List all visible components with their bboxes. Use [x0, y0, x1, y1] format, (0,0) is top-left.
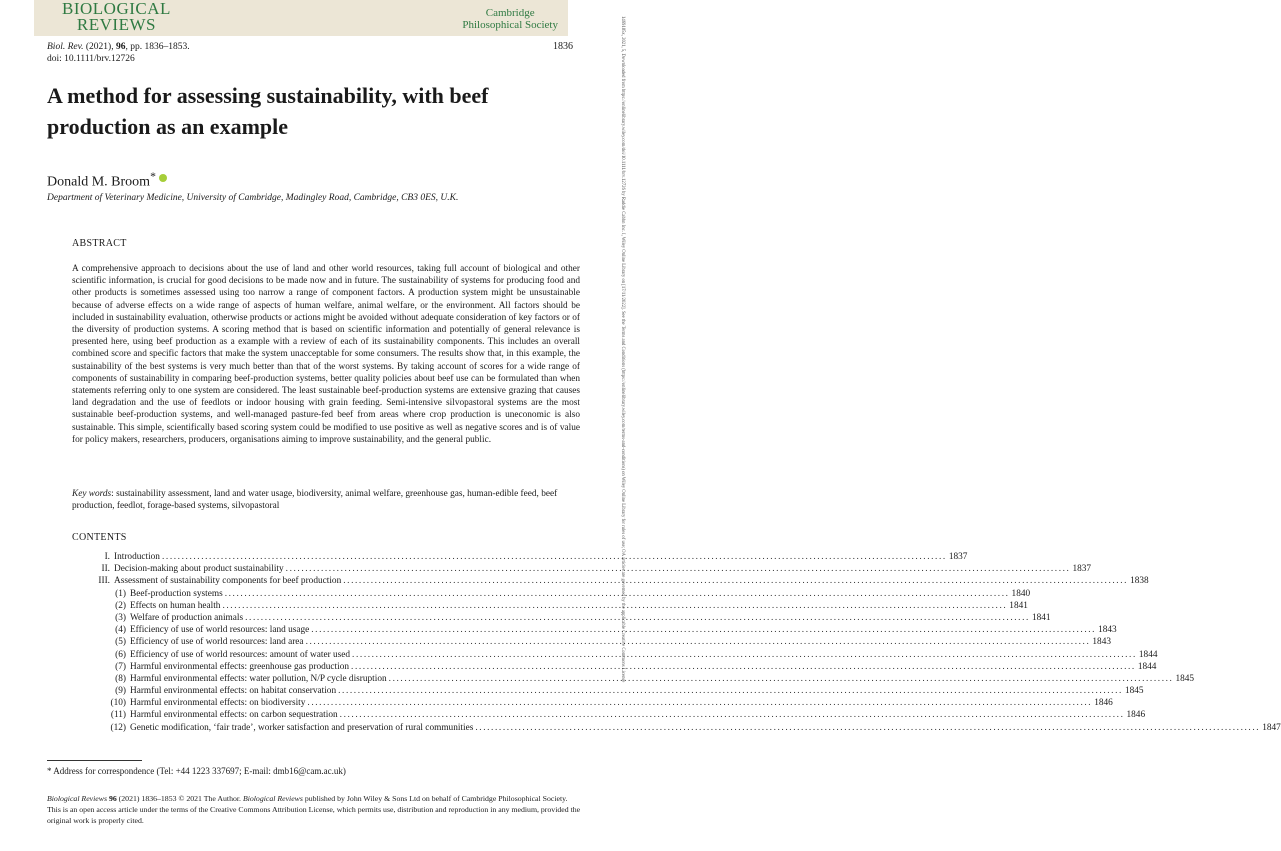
author-name[interactable]: Donald M. Broom: [47, 174, 151, 190]
toc-entry-number: (9): [115, 686, 126, 697]
toc-entry-title[interactable]: Effects on human health: [130, 600, 221, 611]
license-text3: This is an open access article under the terms of the Creative Commons Attribution License, which permits use, distribution and reproduction in any medium, provided the original work is properly cited.: [47, 805, 581, 825]
toc-entry[interactable]: [60, 685, 1144, 697]
toc-leader-dots: ........................................................................................................................................................................................................: [343, 576, 1129, 587]
license-journal: Biological Reviews: [47, 794, 107, 803]
toc-entry-page: 1845: [1124, 686, 1144, 697]
toc-leader-dots: ........................................................................................................................................................................................................: [311, 625, 1097, 636]
toc-entry-page: 1843: [1098, 625, 1117, 636]
toc-leader-dots: ........................................................................................................................................................................................................: [161, 552, 947, 562]
toc-entry-page: 1837: [1072, 564, 1092, 575]
toc-entry-title[interactable]: Beef-production systems: [130, 588, 223, 599]
toc-entry-number: (10): [110, 698, 126, 709]
citation-pages: , pp. 1836–1853.: [125, 42, 190, 52]
toc-entry-page: 1841: [1009, 600, 1028, 611]
toc-entry-page: 1837: [948, 552, 968, 562]
journal-abbrev: Biol. Rev.: [47, 42, 84, 52]
keywords-label: Key words: [72, 489, 112, 499]
page-number: 1836: [553, 41, 573, 52]
toc-entry-title[interactable]: Harmful environmental effects: on biodiversity: [130, 698, 306, 709]
license-journal2: Biological Reviews: [242, 794, 303, 803]
toc-entry[interactable]: [60, 551, 968, 563]
toc-entry[interactable]: [60, 722, 1281, 734]
toc-leader-dots: ........................................................................................................................................................................................................: [222, 600, 1008, 611]
toc-entry[interactable]: [60, 600, 1028, 612]
toc-entry-number: I.: [104, 552, 110, 562]
toc-entry-page: 1846: [1094, 698, 1113, 709]
citation: [47, 41, 190, 65]
toc-entry-page: 1844: [1137, 661, 1157, 672]
citation-year: (2021),: [85, 42, 114, 52]
toc-entry-page: 1840: [1011, 588, 1031, 599]
toc-entry-title[interactable]: Assessment of sustainability components for beef production: [114, 576, 342, 587]
toc-leader-dots: ........................................................................................................................................................................................................: [245, 612, 1030, 623]
toc-entry-number: III.: [98, 576, 110, 587]
toc-leader-dots: ........................................................................................................................................................................................................: [339, 710, 1125, 721]
citation-volume: 96: [115, 42, 126, 52]
toc-entry-title[interactable]: Welfare of production animals: [130, 612, 244, 623]
orcid-icon[interactable]: [159, 174, 167, 182]
society-name-line2: Philosophical Society: [462, 19, 558, 31]
doi[interactable]: doi: 10.1111/brv.12726: [47, 54, 135, 64]
author-asterisk: *: [150, 170, 156, 183]
toc-entry-page: 1844: [1138, 649, 1158, 660]
toc-leader-dots: ........................................................................................................................................................................................................: [352, 649, 1137, 660]
toc-entry-title[interactable]: Decision-making about product sustainability: [114, 564, 284, 575]
journal-name-line1: BIOLOGICAL: [62, 0, 171, 18]
toc-entry-title[interactable]: Harmful environmental effects: on habitat conservation: [130, 686, 337, 697]
toc-entry[interactable]: [60, 649, 1158, 661]
toc-entry-number: (1): [115, 588, 126, 599]
toc-entry-number: (4): [115, 625, 126, 636]
toc-leader-dots: ........................................................................................................................................................................................................: [388, 673, 1174, 684]
footnote-rule: [47, 760, 142, 761]
toc-entry[interactable]: [60, 624, 1117, 636]
table-of-contents: [60, 551, 1281, 734]
toc-leader-dots: ........................................................................................................................................................................................................: [307, 698, 1093, 709]
toc-entry-title[interactable]: Introduction: [114, 552, 160, 562]
toc-entry-title[interactable]: Efficiency of use of world resources: land area: [130, 637, 304, 648]
toc-entry[interactable]: [60, 612, 1051, 624]
toc-entry[interactable]: [60, 709, 1146, 721]
toc-entry-number: (3): [115, 612, 126, 623]
toc-entry-title[interactable]: Genetic modification, ‘fair trade’, worker satisfaction and preservation of rural communities: [130, 722, 474, 733]
toc-entry[interactable]: [60, 673, 1195, 685]
toc-leader-dots: ........................................................................................................................................................................................................: [285, 564, 1071, 575]
society-name-line1: Cambridge: [485, 7, 535, 19]
journal-banner: [34, 0, 568, 36]
license-text1: (2021) 1836–1853 © 2021 The Author.: [116, 794, 243, 803]
toc-leader-dots: ........................................................................................................................................................................................................: [351, 661, 1136, 672]
toc-entry-page: 1838: [1130, 576, 1149, 587]
abstract-text: A comprehensive approach to decisions about the use of land and other world resources, taking full account of biological and other scientific information, is crucial for good decisions to be made now and in future. The sustainability of systems for producing food and other products is sometimes assessed using too narrow a range of component factors. A production system might be unsustainable because of adverse effects on a wide range of aspects of human welfare, animal welfare, or the environment. All factors should be included in sustainability evaluation, otherwise products or actions might be avoided without adequate consideration of key factors or of the diversity of production systems. A scoring method that is based on scientific information and potentially of general relevance is presented here, using beef production as a example with a review of each of its sustainability components. This includes an overall combined score and specific factors that make the system unacceptable for some consumers. The results show that, in this example, the sustainability of the best systems is very much better than that of the worst systems. By taking account of scores for a wide range of components of sustainability in comparing beef-production systems, better quality policies about beef use can be formulated than when statements referring only to one system are considered. The least sustainable beef-production systems are extensive grazing that causes land degradation and the use of feedlots or indoor housing with grain feeding. Semi-intensive silvopastoral systems are the most sustainable beef-production systems, and well-managed pasture-fed beef from areas where crop production is uneconomic is also sustainable. This simple, scientifically based scoring system could be modified to use positive as well as negative scores and is of value for policy makers, researchers, producers, organisations aiming to improve sustainability, and the general public.: [72, 264, 580, 445]
toc-entry-title[interactable]: Harmful environmental effects: on carbon sequestration: [130, 710, 338, 721]
download-notice: 1469185x, 2021, 5, Downloaded from https://onlinelibrary.wiley.com/doi/10.1111/brv.12726 by Raddie Cabbn Inc. I, Wiley Online Library on [17/11/2022]. See the Terms and Conditions (https://onlinelibrary.wiley.com/terms-and-conditions) on Wiley Online Library for rules of use; OA articles are governed by the applicable Creative Commons License: [620, 16, 625, 683]
society-logo: [462, 7, 558, 31]
toc-entry[interactable]: [60, 588, 1031, 600]
toc-entry[interactable]: [60, 697, 1113, 709]
contents-heading: CONTENTS: [72, 532, 127, 543]
toc-entry-title[interactable]: Efficiency of use of world resources: amount of water used: [130, 649, 351, 660]
keywords: [72, 488, 580, 512]
license-volume: 96: [108, 794, 117, 803]
keywords-list: : sustainability assessment, land and water usage, biodiversity, animal welfare, greenhouse gas, human-edible feed, beef production, feedlot, forage-based systems, silvopastoral: [72, 489, 558, 512]
toc-entry-number: (7): [115, 661, 126, 672]
toc-entry[interactable]: [60, 575, 1149, 587]
toc-entry-number: II.: [101, 564, 110, 575]
license-notice: [47, 793, 582, 826]
toc-entry-number: (8): [115, 673, 126, 684]
toc-entry-title[interactable]: Harmful environmental effects: greenhouse gas production: [130, 661, 350, 672]
toc-leader-dots: ........................................................................................................................................................................................................: [224, 588, 1010, 599]
toc-leader-dots: ........................................................................................................................................................................................................: [475, 722, 1261, 733]
toc-entry-number: (6): [115, 649, 126, 660]
toc-entry-page: 1847: [1262, 722, 1281, 733]
journal-logo: [62, 1, 171, 33]
toc-entry-page: 1846: [1126, 710, 1146, 721]
toc-entry-number: (11): [110, 710, 126, 721]
toc-entry[interactable]: [60, 636, 1111, 648]
license-text2: published by John Wiley & Sons Ltd on behalf of Cambridge Philosophical Society.: [302, 794, 568, 803]
toc-entry-number: (2): [115, 600, 126, 611]
affiliation: Department of Veterinary Medicine, University of Cambridge, Madingley Road, Cambridge, CB3 0ES, U.K.: [47, 193, 459, 203]
author-line: [47, 170, 167, 191]
toc-entry-number: (12): [110, 722, 126, 733]
toc-entry-page: 1845: [1175, 673, 1195, 684]
toc-entry-title[interactable]: Harmful environmental effects: water pollution, N/P cycle disruption: [130, 673, 387, 684]
toc-leader-dots: ........................................................................................................................................................................................................: [305, 637, 1091, 648]
article-title: A method for assessing sustainability, with beef production as an example: [47, 83, 489, 139]
correspondence-footnote: * Address for correspondence (Tel: +44 1223 337697; E-mail: dmb16@cam.ac.uk): [47, 766, 346, 776]
toc-leader-dots: ........................................................................................................................................................................................................: [338, 686, 1123, 697]
toc-entry-number: (5): [115, 637, 126, 648]
toc-entry-page: 1843: [1092, 637, 1111, 648]
toc-entry-page: 1841: [1031, 612, 1051, 623]
toc-entry-title[interactable]: Efficiency of use of world resources: land usage: [130, 625, 310, 636]
journal-name-line2: REVIEWS: [76, 15, 156, 34]
abstract-heading: ABSTRACT: [72, 238, 127, 249]
toc-entry[interactable]: [60, 661, 1157, 673]
toc-entry[interactable]: [60, 563, 1092, 575]
